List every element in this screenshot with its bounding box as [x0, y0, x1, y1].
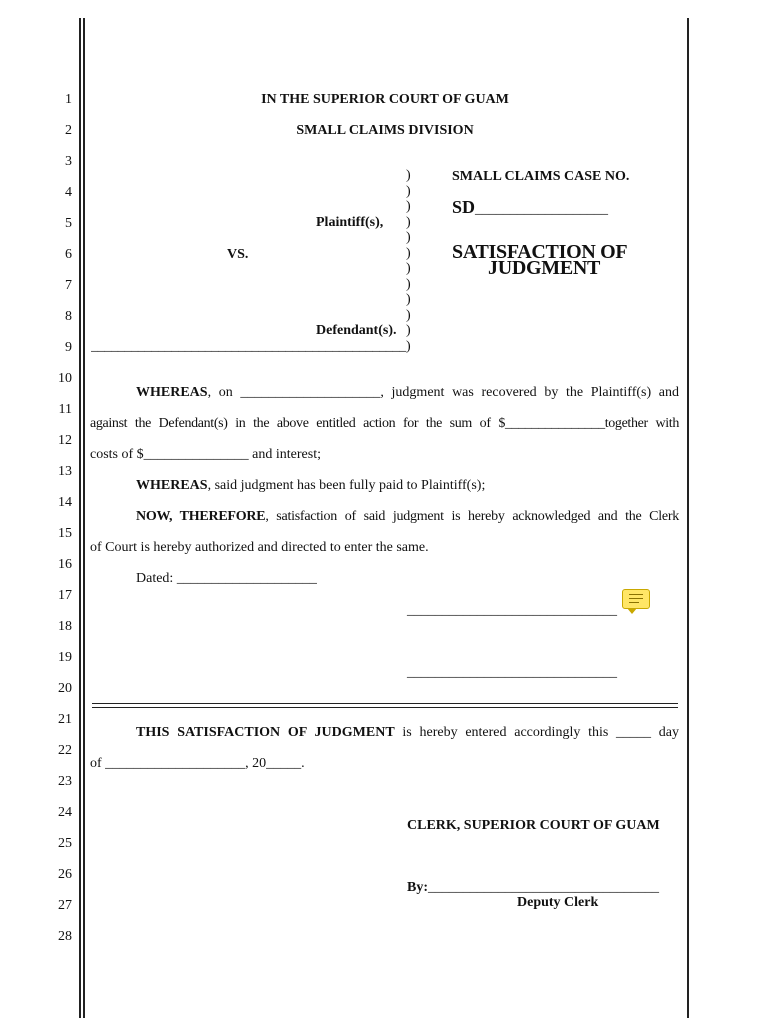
costs-line: [90, 447, 321, 463]
dated-label: Dated:: [136, 571, 177, 586]
caption-parenthesis: ): [406, 199, 411, 214]
case-number-blank[interactable]: ___________________: [475, 202, 609, 217]
court-title: IN THE SUPERIOR COURT OF GUAM: [261, 92, 509, 107]
entry-label: THIS SATISFACTION OF JUDGMENT: [136, 725, 395, 740]
caption-parenthesis: ): [406, 323, 411, 338]
whereas-paid-line: [136, 478, 485, 494]
line-number: 17: [58, 588, 72, 603]
caption-parenthesis: ): [406, 214, 411, 230]
double-rule-top: [92, 703, 678, 704]
caption-parenthesis: ): [406, 168, 411, 183]
line-number: 20: [58, 681, 72, 696]
caption-parenthesis: ): [406, 307, 411, 323]
document-title-line1: SATISFACTION OF: [452, 241, 628, 263]
line-number: 11: [58, 402, 72, 417]
now-therefore-text: , satisfaction of said judgment is hereby acknowledged and the Clerk: [265, 509, 679, 524]
line-number: 2: [65, 123, 72, 138]
whereas-judgment-line: [136, 385, 679, 401]
by-label: By:: [407, 880, 428, 895]
line-number: 12: [58, 433, 72, 448]
judgment-date-blank[interactable]: ____________________: [240, 385, 381, 400]
deputy-clerk-label: Deputy Clerk: [517, 895, 599, 910]
costs-text: and interest;: [248, 447, 321, 462]
line-number: 24: [58, 805, 72, 820]
comment-note-icon[interactable]: [622, 589, 650, 609]
whereas-label: WHEREAS: [136, 385, 208, 400]
document-title-line2: JUDGMENT: [488, 257, 601, 279]
right-margin-rule: [687, 18, 689, 1018]
caption-parenthesis: ): [406, 261, 411, 276]
now-therefore-line: [136, 509, 679, 525]
whereas-paid-text: , said judgment has been fully paid to Plaintiff(s);: [207, 478, 486, 493]
whereas-judgment-text: , judgment was recovered by the Plaintiff(s) and: [380, 385, 680, 400]
line-number: 7: [65, 278, 72, 293]
caption-parenthesis: ): [406, 183, 411, 199]
caption-parenthesis: ): [406, 245, 411, 261]
line-number: 3: [65, 154, 72, 169]
defendant-label: Defendant(s).: [316, 323, 397, 338]
line-number: 13: [58, 464, 72, 479]
division-title: SMALL CLAIMS DIVISION: [296, 123, 474, 138]
line-number: 1: [65, 92, 72, 107]
signature-line-1[interactable]: ______________________________: [407, 603, 617, 618]
line-number: 25: [58, 836, 72, 851]
dated-line: [136, 571, 317, 587]
signature-line-2[interactable]: ______________________________: [407, 665, 617, 680]
clerk-title: CLERK, SUPERIOR COURT OF GUAM: [407, 818, 660, 833]
line-number: 6: [65, 247, 72, 262]
by-signature-line[interactable]: [407, 880, 659, 896]
entry-date-line[interactable]: of ____________________, 20_____.: [90, 756, 305, 771]
costs-blank[interactable]: _______________: [143, 447, 249, 462]
by-blank[interactable]: _________________________________: [428, 880, 659, 895]
line-number: 27: [58, 898, 72, 913]
line-number: 21: [58, 712, 72, 727]
line-number: 19: [58, 650, 72, 665]
clerk-authorized-line: of Court is hereby authorized and directed to enter the same.: [90, 540, 429, 555]
line-number: 28: [58, 929, 72, 944]
line-number: 9: [65, 340, 72, 355]
line-number: 5: [65, 216, 72, 231]
line-number: 16: [58, 557, 72, 572]
dated-blank[interactable]: ____________________: [176, 571, 317, 586]
double-rule-bottom: [92, 707, 678, 708]
caption-parenthesis: ): [406, 276, 411, 292]
line-number: 23: [58, 774, 72, 789]
sum-line: against the Defendant(s) in the above entitled action for the sum of $_______________together with: [90, 416, 679, 431]
caption-parenthesis: ): [406, 292, 411, 307]
left-margin-rule-outer: [79, 18, 81, 1018]
entry-line: [136, 725, 679, 741]
line-number: 15: [58, 526, 72, 541]
caption-bottom-rule: _______________________________________________: [91, 339, 406, 354]
line-number: 22: [58, 743, 72, 758]
plaintiff-label: Plaintiff(s),: [316, 215, 384, 230]
entry-text: is hereby entered accordingly this _____ day: [394, 725, 679, 740]
line-number: 4: [65, 185, 72, 200]
case-number-label: SMALL CLAIMS CASE NO.: [452, 169, 630, 184]
whereas-label: WHEREAS: [136, 478, 208, 493]
caption-parenthesis: ): [406, 230, 411, 245]
line-number: 26: [58, 867, 72, 882]
costs-prefix: costs of $: [90, 447, 144, 462]
line-number: 8: [65, 309, 72, 324]
line-number: 10: [58, 371, 72, 386]
line-number: 14: [58, 495, 72, 510]
whereas-on: , on: [207, 385, 241, 400]
vs-label: VS.: [227, 247, 249, 262]
line-number: 18: [58, 619, 72, 634]
left-margin-rule-inner: [83, 18, 85, 1018]
now-therefore-label: NOW, THEREFORE: [136, 509, 266, 524]
caption-parenthesis: ): [406, 338, 411, 354]
case-number-prefix: SD: [452, 197, 476, 217]
case-number-field[interactable]: [452, 197, 608, 218]
